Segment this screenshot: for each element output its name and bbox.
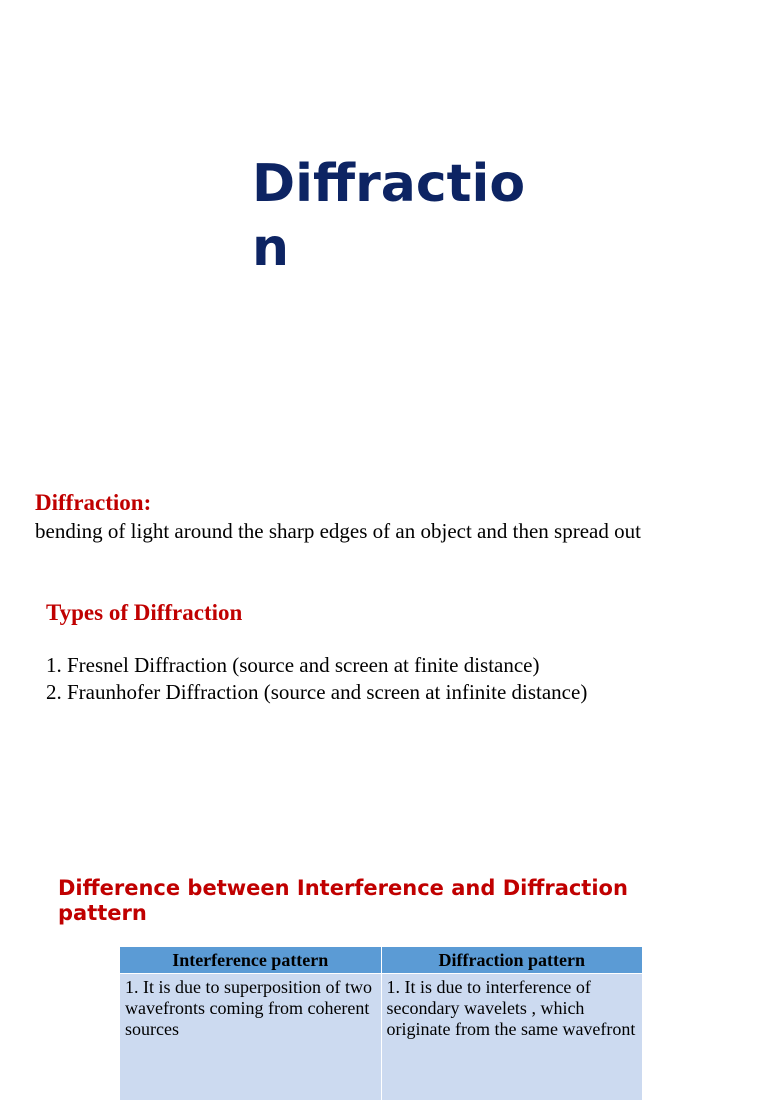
difference-table [119, 946, 643, 1101]
types-list [46, 652, 587, 706]
definition-heading: Diffraction: [35, 490, 152, 515]
types-heading: Types of Diffraction [46, 600, 243, 625]
difference-heading: Difference between Interference and Diffraction pattern [58, 876, 628, 925]
table-cell: 1. It is due to superposition of two wavefronts coming from coherent sources [120, 974, 382, 1101]
header-diffraction: Diffraction pattern [381, 947, 643, 974]
list-item: 1. Fresnel Diffraction (source and screen at finite distance) [46, 653, 540, 677]
page-title: Diffraction [252, 154, 526, 278]
definition-text: bending of light around the sharp edges of an object and then spread out [35, 519, 641, 543]
table-cell: 1. It is due to interference of secondary wavelets , which originate from the same wavefront [381, 974, 643, 1101]
table-header-row [120, 947, 643, 974]
header-interference: Interference pattern [120, 947, 382, 974]
list-item: 2. Fraunhofer Diffraction (source and screen at infinite distance) [46, 680, 588, 704]
table-row [120, 974, 643, 1101]
